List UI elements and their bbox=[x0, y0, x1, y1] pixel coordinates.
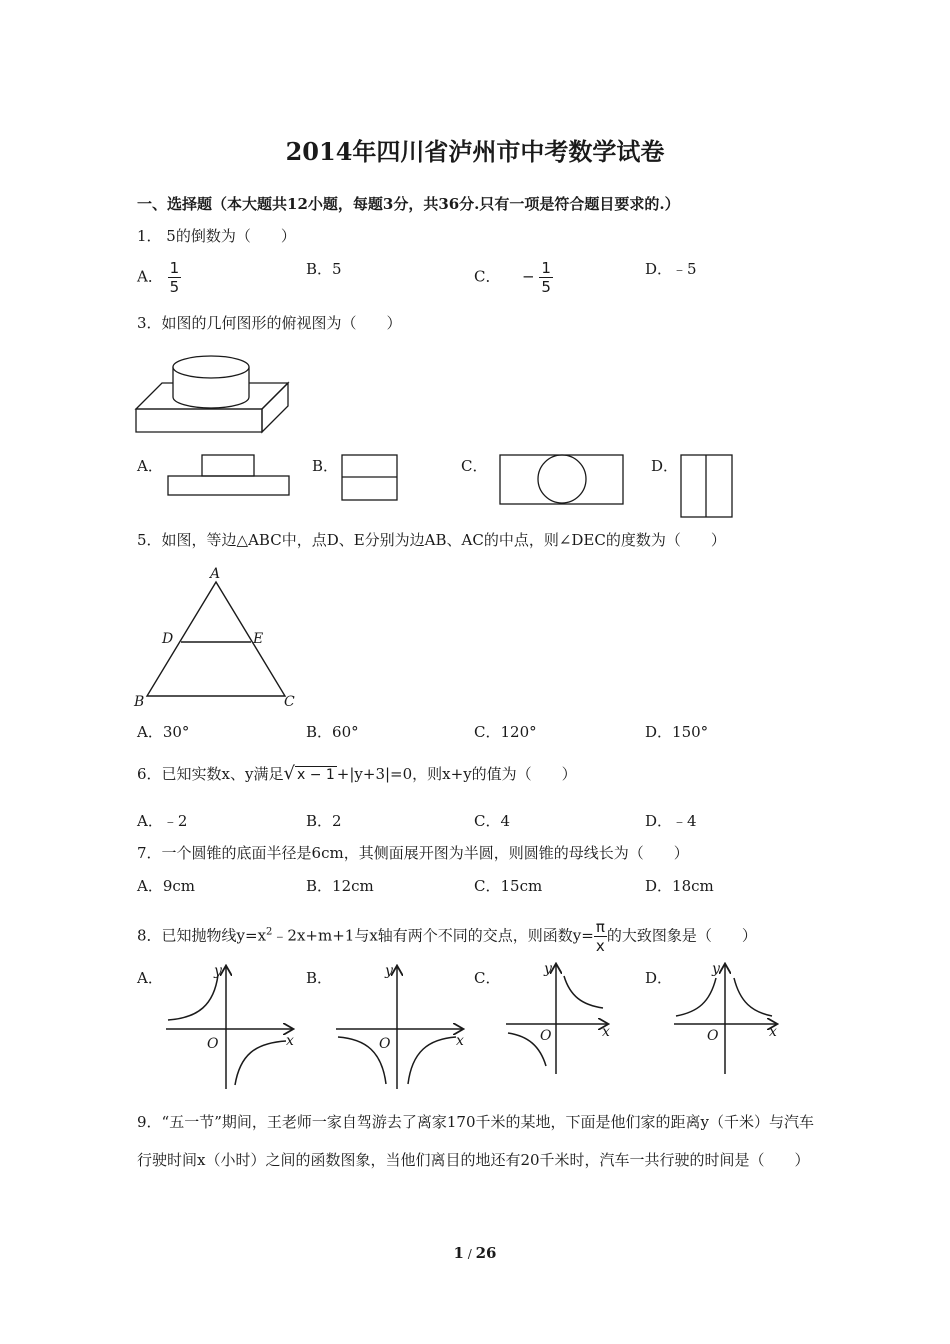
page-number bbox=[0, 1244, 950, 1262]
question-9-stem: 9．“五一节”期间，王老师一家自驾游去了离家170千米的某地，下面是他们家的距离y（千米）与汽车行驶时间x（小时）之间的函数图象，当他们离目的地还有20千米时，汽车一共行驶的时间是（ ） bbox=[137, 1113, 814, 1169]
graph-d-y-label: y bbox=[712, 961, 720, 977]
total-pages: 26 bbox=[475, 1244, 497, 1262]
fraction-numerator: π bbox=[595, 918, 605, 936]
question-7-stem: 7．一个圆锥的底面半径是6cm，其侧面展开图为半圆，则圆锥的母线长为（ ） bbox=[137, 844, 689, 862]
option-c-label: C． bbox=[474, 267, 501, 286]
exponent: 2 bbox=[266, 926, 273, 938]
option-a-label: A． bbox=[137, 267, 163, 286]
vertex-label-b: B bbox=[134, 694, 145, 710]
question-8-option-c: C． bbox=[474, 969, 501, 987]
curve-branch-lower-right bbox=[235, 1041, 286, 1085]
fraction-denominator: 5 bbox=[541, 278, 551, 296]
curve-branch-lower-right bbox=[408, 1037, 456, 1084]
question-8-option-a: A． bbox=[137, 969, 163, 987]
question-7-option-c: C．15cm bbox=[474, 877, 543, 895]
graph-b-origin-label: O bbox=[379, 1036, 391, 1052]
question-6-option-a: A．﹣2 bbox=[137, 812, 188, 830]
question-7-option-a: A．9cm bbox=[137, 877, 196, 895]
vertex-label-a: A bbox=[210, 566, 221, 582]
question-1-option-d: D．﹣5 bbox=[645, 260, 697, 278]
graph-c bbox=[506, 965, 607, 1074]
graph-a-origin-label: O bbox=[207, 1036, 219, 1052]
vertex-label-c: C bbox=[284, 694, 295, 710]
graph-d-origin-label: O bbox=[707, 1028, 719, 1044]
question-8-option-d: D． bbox=[645, 969, 673, 987]
graph-a bbox=[166, 967, 292, 1089]
question-5-option-c: C．120° bbox=[474, 723, 537, 741]
graph-c-x-label: x bbox=[602, 1024, 610, 1040]
stem-suffix: 的大致图象是（ ） bbox=[606, 926, 757, 945]
question-1-stem: 1． 5的倒数为（ ） bbox=[137, 227, 296, 245]
fraction-numerator: 1 bbox=[169, 259, 180, 277]
question-3-option-b: B． bbox=[312, 457, 339, 475]
graph-c-origin-label: O bbox=[540, 1028, 552, 1044]
question-5-option-a: A．30° bbox=[137, 723, 190, 741]
question-6-option-d: D．﹣4 bbox=[645, 812, 697, 830]
current-page: 1 bbox=[453, 1244, 464, 1262]
fraction-denominator: 5 bbox=[169, 278, 180, 296]
graph-a-x-label: x bbox=[286, 1033, 294, 1049]
page-title: 2014年四川省泸州市中考数学试卷 bbox=[285, 137, 665, 166]
question-3-option-a: A． bbox=[137, 457, 163, 475]
minus-sign: − bbox=[522, 267, 535, 286]
question-3-option-c: C． bbox=[461, 457, 488, 475]
graph-d-x-label: x bbox=[769, 1024, 777, 1040]
fraction-denominator: x bbox=[595, 937, 605, 955]
question-6-option-c: C．4 bbox=[474, 812, 511, 830]
question-3-stem: 3．如图的几何图形的俯视图为（ ） bbox=[137, 314, 402, 332]
graph-a-y-label: y bbox=[214, 963, 222, 979]
stem-prefix: 8．已知抛物线y=x bbox=[137, 926, 267, 945]
graph-c-y-label: y bbox=[544, 961, 552, 977]
point-label-d: D bbox=[162, 631, 174, 647]
curve-branch-upper-left bbox=[168, 975, 218, 1020]
question-6-option-b: B．2 bbox=[306, 812, 342, 830]
stem-suffix: +|y+3|=0，则x+y的值为（ ） bbox=[336, 765, 577, 783]
page-separator: / bbox=[463, 1247, 476, 1261]
curve-branch-upper-right bbox=[734, 978, 772, 1016]
question-5-option-d: D．150° bbox=[645, 723, 709, 741]
question-5-option-b: B．60° bbox=[306, 723, 359, 741]
graph-b-y-label: y bbox=[385, 963, 393, 979]
question-7-option-b: B．12cm bbox=[306, 877, 374, 895]
graph-d bbox=[674, 965, 776, 1074]
graph-b-x-label: x bbox=[456, 1033, 464, 1049]
section-heading: 一、选择题（本大题共12小题，每题3分，共36分.只有一项是符合题目要求的.） bbox=[137, 195, 680, 213]
stem-prefix: 6．已知实数x、y满足 bbox=[137, 765, 284, 783]
curve-branch-upper-right bbox=[564, 976, 603, 1008]
point-label-e: E bbox=[253, 631, 264, 647]
radicand: x − 1 bbox=[296, 767, 335, 783]
question-7-option-d: D．18cm bbox=[645, 877, 714, 895]
question-5-stem: 5．如图，等边△ABC中，点D、E分别为边AB、AC的中点，则∠DEC的度数为（ ） bbox=[137, 531, 726, 549]
question-1-option-b: B．5 bbox=[306, 260, 342, 278]
graph-b bbox=[336, 967, 462, 1089]
radical-sign-icon: √ bbox=[283, 763, 295, 784]
curve-branch-upper-left bbox=[676, 978, 716, 1016]
stem-middle: ﹣2x+m+1与x轴有两个不同的交点，则函数y= bbox=[272, 926, 594, 945]
fraction-numerator: 1 bbox=[541, 259, 551, 277]
question-3-option-d: D． bbox=[651, 457, 679, 475]
question-8-option-b: B． bbox=[306, 969, 333, 987]
